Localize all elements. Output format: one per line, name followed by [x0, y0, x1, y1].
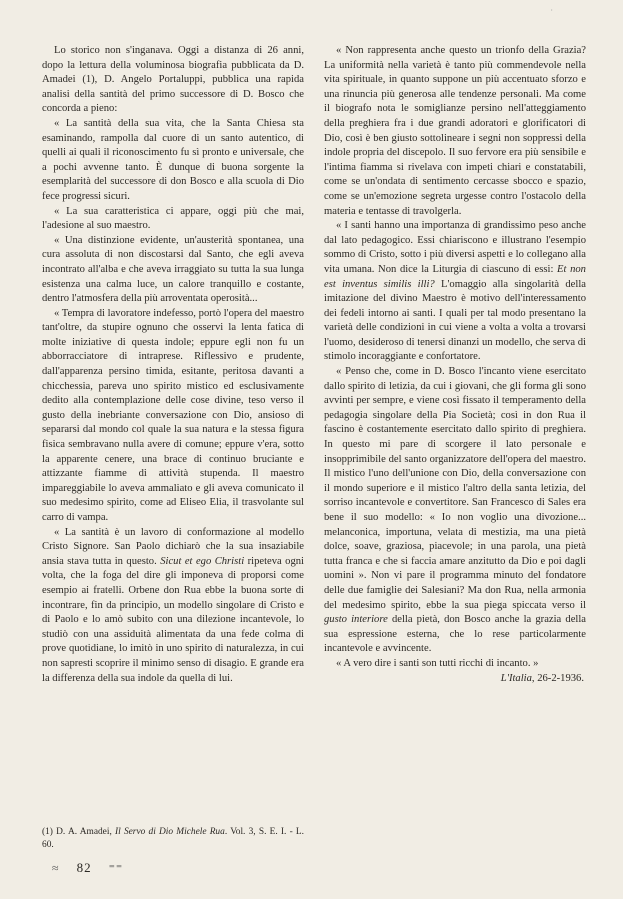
text-run: « Penso che, come in D. Bosco l'incanto viene esercitato dallo spirito di letizia, da cui i giovani, che gli forma gli sono avvinti per sempre, e viene così fissato il temperamento della pedagogia singolare della Pia Società; così in don Rua il fascino è costantemente esercitato dallo spirito di preghiera. In questo mi pare di scorgere il lato personale e insopprimibile del santo organizzatore dell'opera del maestro. Il mistico l'uno dell'unione con Dio, della conversazione con il mondo superiore e il mistico l'altro della santa letizia, del sorriso incantevole e convertitore. San Francesco di Sales era bene il suo modello: « Io non voglio una divozione... melanconica, importuna, velata di mestizia, ma una pietà dolce, soave, graziosa, piacevole; in una parola, una pietà tutta franca e che si faccia amare anzitutto da Dio e poi dagli uomini ». Non vi pare il programma minuto del fondatore delle due famiglie dei Salesiani? Ma don Rua, nella armonia del medesimo spirito, ebbe la sua piega spiccata verso il [324, 366, 586, 611]
footnote [42, 826, 304, 852]
page-footer [52, 860, 123, 876]
quote-paragraph [42, 526, 304, 687]
footnote-title: Il Servo di Dio Michele Rua [115, 827, 225, 837]
source-signature [324, 672, 586, 687]
quote-paragraph [324, 365, 586, 657]
text-run: « I santi hanno una importanza di grandissimo peso anche dal lato pedagogico. Essi chiariscono e illustrano l'esempio sommo di Cristo, sotto i più diversi aspetti e lo collegano alla vita umana. Non dice la Liturgia di ciascuno di essi: [324, 220, 586, 275]
quote-paragraph: « Tempra di lavoratore indefesso, portò l'opera del maestro tant'oltre, da stupire ognuno che osservi la lenta fatica di molte iniziative di questa indole; eppure egli non fu un abborracciatore di intraprese. Riflessivo e prudente, dall'apparenza persino timida, esitante, peritosa davanti a chicchessia, pareva uno spirito mistico ed esclusivamente dedito alla contemplazione delle cose divine, teso verso il gusto della inebriante conversazione con Dio, ansioso di separarsi dal mondo col quale la sua natura e la stessa figura fisica sembravano nulla avere di comune; eppure v'era, sotto la apparente cenere, una brace di continuo bruciante e attizzante fiamme di attività stupenda. Il maestro impareggiabile lo aveva ammaliato e gli aveva comunicato il suo medesimo spirito, come ad Eliseo Elia, il trasvolante sul carro di vampa. [42, 307, 304, 523]
text-run: L'omaggio alla singolarità della imitazione del divino Maestro è motivo dell'interessamento dei fedeli intorno ai santi. I quali per tal modo presentano la varietà delle condizioni in cui viene a volta a volta a trovarsi l'uomo, desideroso di tenersi dinanzi un modello, che serva di stimolo incoraggiante e confortatore. [324, 278, 586, 363]
footnote-divider [42, 822, 304, 823]
footnote-details: . Vol. 3, S. E. I. - L. 60. [42, 827, 305, 850]
scan-mark: · [550, 6, 553, 15]
footer-ornament-right: ⁼⁼ [108, 861, 124, 875]
text-run: « La santità è un lavoro di conformazione al modello Cristo Signore. San Paolo dichiarò che la sua insaziabile ansia stava tutta in questo. [42, 526, 304, 567]
footer-ornament-left: ≈ [52, 861, 60, 875]
quote-paragraph: « La sua caratteristica ci appare, oggi più che mai, l'adesione al suo maestro. [42, 205, 304, 232]
emphasis: gusto interiore [324, 614, 388, 626]
left-column [42, 44, 304, 686]
latin-quote: Et non est inventus similis illi? [324, 263, 586, 290]
latin-quote: Sicut et ego Christi [160, 555, 245, 567]
quote-paragraph [324, 219, 586, 365]
footnote-ref: (1) D. A. Amadei, [42, 827, 116, 837]
text-run: ripeteva ogni volta, che la foga del dire gli imponeva di proporsi come esempio ai fratelli. Orbene don Rua ebbe la buona sorte di incontrare, fin da principio, un modello singolare di Cristo e di Paolo e lo amò subito con una dilezione incantevole, lo studiò con una assiduità alimentata da una fede colma di prove quotidiane, lo imitò in uno spirito di naturalezza, in cui non sapresti scoprire il minimo senso di disagio. E grande era la differenza della sua indole da quella di lui. [42, 555, 305, 684]
quote-paragraph: « Una distinzione evidente, un'austerità spontanea, una cura assoluta di non discostarsi dal Santo, che egli aveva incontrato all'alba e che aveva irraggiato su tutta la sua lunga esistenza una calma luce, un calore tranquillo e costante, dentro l'atmosfera della più arroventata operosità... [42, 234, 304, 305]
source-date: , 26-2-1936. [531, 672, 584, 684]
source-title: L'Italia [500, 672, 532, 684]
quote-paragraph: « Non rappresenta anche questo un trionfo della Grazia? La uniformità nella varietà è tanto più commendevole nella vita spirituale, in quanto suppone un più accentuato sforzo e una rinuncia più generosa alle tendenze personali. Ma come il biografo nota le somiglianze persino nell'atteggiamento della preghiera fra i due grandi adoratori e glorificatori di Dio, così è ben giusto sottolineare i segni non soppressi della indole propria del discepolo. Il suo fervore era più sensibile e l'intima fiamma si rivelava con impeti chiari e constatabili, come se un'ondata di sentimento cercasse sbocco e spazio, come se un'emozione segreta urgesse contro l'ostacolo della materia e tentasse di travolgerla. [324, 45, 586, 217]
text-run: della pietà, don Bosco anche la grazia della sua espressione esterna, che lo rese particolarmente incantevole e avvincente. [324, 614, 586, 655]
right-column [324, 44, 586, 686]
paragraph: Lo storico non s'inganava. Oggi a distanza di 26 anni, dopo la lettura della voluminosa biografia pubblicata da D. Amadei (1), D. Angelo Portaluppi, pubblica una rapida analisi della santità del primo successore di D. Bosco che concorda a pieno: [42, 45, 304, 115]
quote-paragraph: « A vero dire i santi son tutti ricchi di incanto. » [336, 657, 539, 669]
quote-paragraph: « La santità della sua vita, che la Santa Chiesa sta esaminando, rampolla dal cuore di un santo autentico, di quelli ai quali il riconoscimento fu sì pronto e universale, che a pochi avvenne tanto. È dunque di buona sorgente la esemplarità del successore di don Bosco e alla scuola di Dio fece progressi sicuri. [42, 117, 304, 202]
page-number: 82 [76, 860, 92, 875]
